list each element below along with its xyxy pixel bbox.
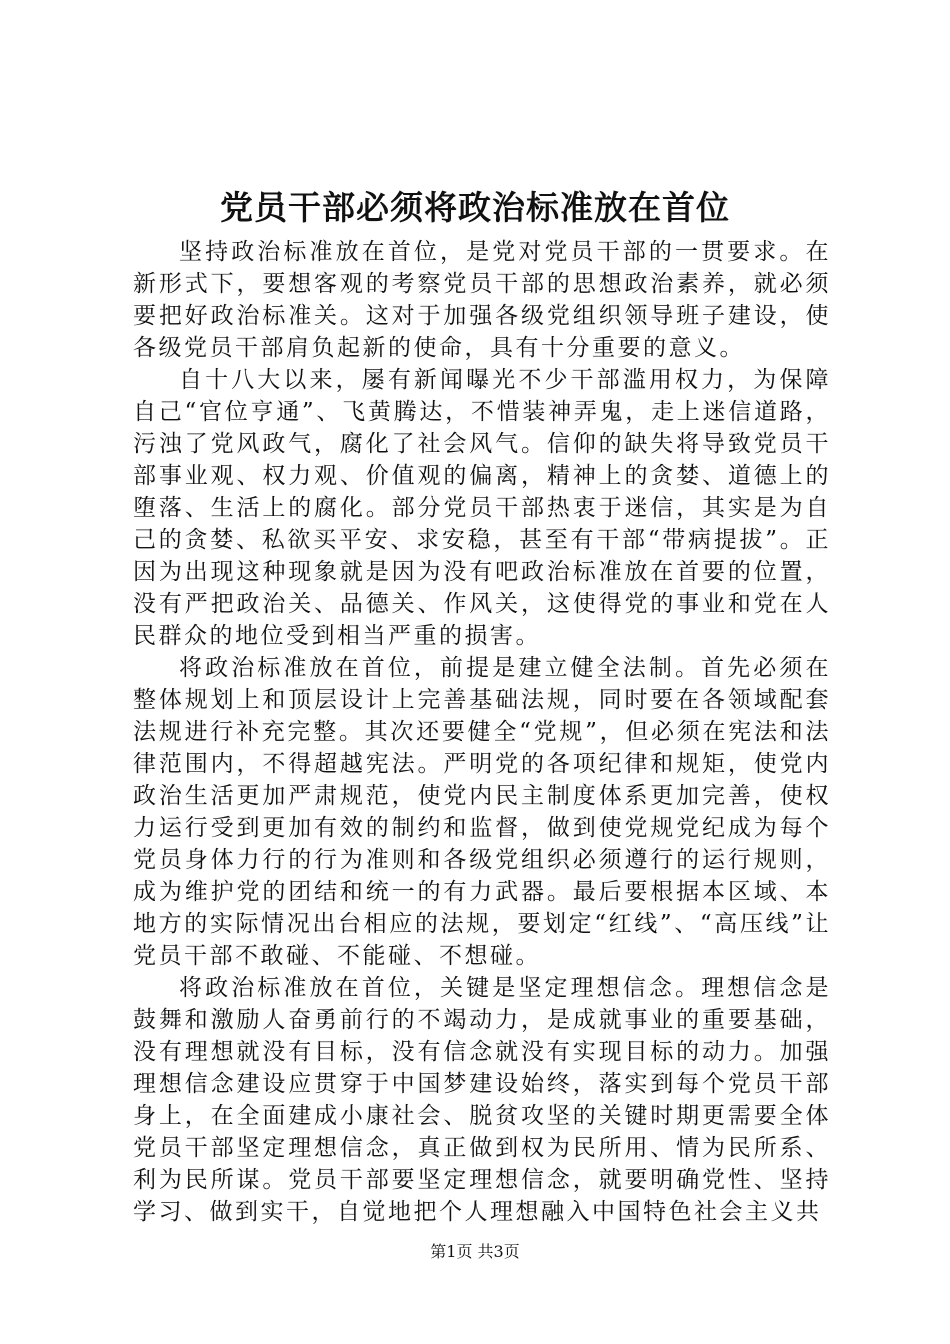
paragraph: 自十八大以来，屡有新闻曝光不少干部滥用权力，为保障自己“官位亨通”、飞黄腾达，不惜装神弄鬼，走上迷信道路，污浊了党风政气，腐化了社会风气。信仰的缺失将导致党员干部事业观、权力观、价值观的偏离，精神上的贪婪、道德上的堕落、生活上的腐化。部分党员干部热衷于迷信，其实是为自己的贪婪、私欲买平安、求安稳，甚至有干部“带病提拔”。正因为出现这种现象就是因为没有吧政治标准放在首要的位置，没有严把政治关、品德关、作风关，这使得党的事业和党在人民群众的地位受到相当严重的损害。 xyxy=(133,367,831,649)
document-title: 党员干部必须将政治标准放在首位 xyxy=(220,188,730,227)
paragraph: 将政治标准放在首位，前提是建立健全法制。首先必须在整体规划上和顶层设计上完善基础法规，同时要在各领域配套法规进行补充完整。其次还要健全“党规”，但必须在宪法和法律范围内，不得超越宪法。严明党的各项纪律和规矩，使党内政治生活更加严肃规范，使党内民主制度体系更加完善，使权力运行受到更加有效的制约和监督，做到使党规党纪成为每个党员身体力行的行为准则和各级党组织必须遵行的运行规则，成为维护党的团结和统一的有力武器。最后要根据本区域、本地方的实际情况出台相应的法规，要划定“红线”、“高压线”让党员干部不敢碰、不能碰、不想碰。 xyxy=(133,655,831,969)
document-body xyxy=(133,236,831,1228)
paragraph: 将政治标准放在首位，关键是坚定理想信念。理想信念是鼓舞和激励人奋勇前行的不竭动力，是成就事业的重要基础，没有理想就没有目标，没有信念就没有实现目标的动力。加强理想信念建设应贯穿于中国梦建设始终，落实到每个党员干部身上，在全面建成小康社会、脱贫攻坚的关键时期更需要全体党员干部坚定理想信念，真正做到权为民所用、情为民所系、利为民所谋。党员干部要坚定理想信念，就要明确党性、坚持学习、做到实干，自觉地把个人理想融入中国特色社会主义共 xyxy=(133,975,831,1225)
page-number-footer: 第1页 共3页 xyxy=(430,1242,520,1261)
paragraph: 坚持政治标准放在首位，是党对党员干部的一贯要求。在新形式下，要想客观的考察党员干部的思想政治素养，就必须要把好政治标准关。这对于加强各级党组织领导班子建设，使各级党员干部肩负起新的使命，具有十分重要的意义。 xyxy=(133,239,831,361)
